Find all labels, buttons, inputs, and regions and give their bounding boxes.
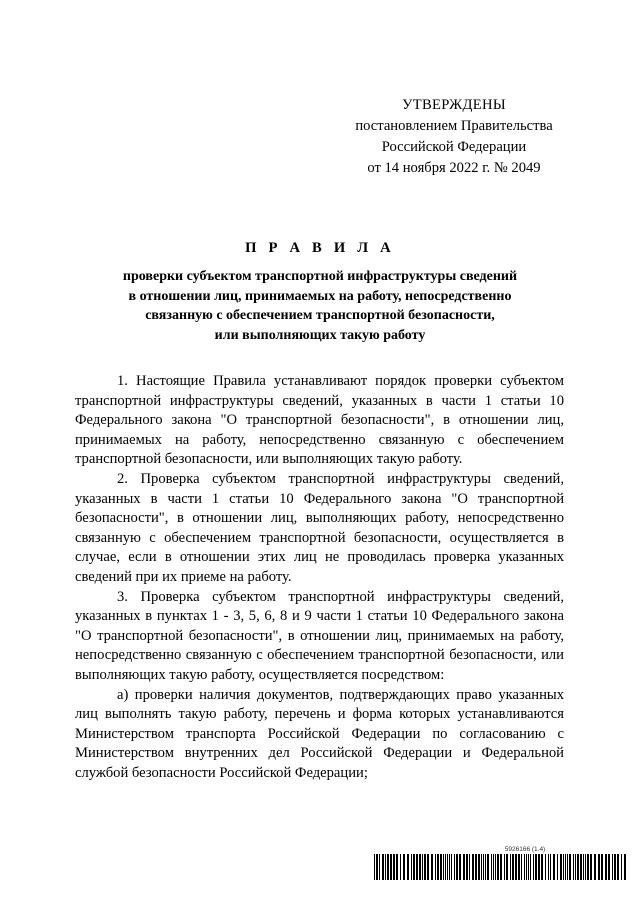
approval-line-1: постановлением Правительства [355,118,553,134]
barcode-icon [374,854,626,880]
subtitle-line-1: проверки субъектом транспортной инфраструктуры сведений [122,269,518,284]
approval-line-3: от 14 ноября 2022 г. № 2049 [367,160,541,176]
barcode-block [374,846,626,880]
barcode-number: 5926166 (1.4) [504,846,546,853]
approval-stamp [340,95,568,179]
subtitle-line-2: в отношении лиц, принимаемых на работу, непосредственно [128,288,512,304]
paragraph-3a: а) проверки наличия документов, подтверждающих право указанных лиц выполнять такую работу, перечень и форма которых устанавливаются Министерством транспорта Российской Федерации по согласованию с Министерством внутренних дел Российской Федерации и Федеральной службой безопасности Российской Федерации; [75,686,564,781]
subtitle-line-4: или выполняющих такую работу [214,327,426,343]
document-body [75,372,564,783]
document-title: П Р А В И Л А [245,240,395,256]
paragraph-1: 1. Настоящие Правила устанавливают порядок проверки субъектом транспортной инфраструктуры сведений, указанных в части 1 статьи 10 Федерального закона "О транспортной безопасности", в отношении лиц, принимаемых на работу, непосредственно связанную с обеспечением транспортной безопасности, или выполняющих такую работу. [75,373,564,468]
document-subtitle [90,267,550,345]
paragraph-2: 2. Проверка субъектом транспортной инфраструктуры сведений, указанных в части 1 статьи 10 Федерального закона "О транспортной безопасности", в отношении лиц, выполняющих работу, непосредственно связанную с обеспечением транспортной безопасности, осуществляется в случае, если в отношении этих лиц не проводилась проверка указанных сведений при их приеме на работу. [75,470,564,585]
subtitle-line-3: связанную с обеспечением транспортной безопасности, [145,308,495,323]
approval-title: УТВЕРЖДЕНЫ [402,97,506,113]
approval-line-2: Российской Федерации [381,139,527,155]
paragraph-3: 3. Проверка субъектом транспортной инфраструктуры сведений, указанных в пунктах 1 - 3, 5, 6, 8 и 9 части 1 статьи 10 Федерального закона "О транспортной безопасности", в отношении лиц, принимаемых на работу, непосредственно связанную с обеспечением транспортной безопасности, или выполняющих такую работу, осуществляется посредством: [75,588,564,683]
